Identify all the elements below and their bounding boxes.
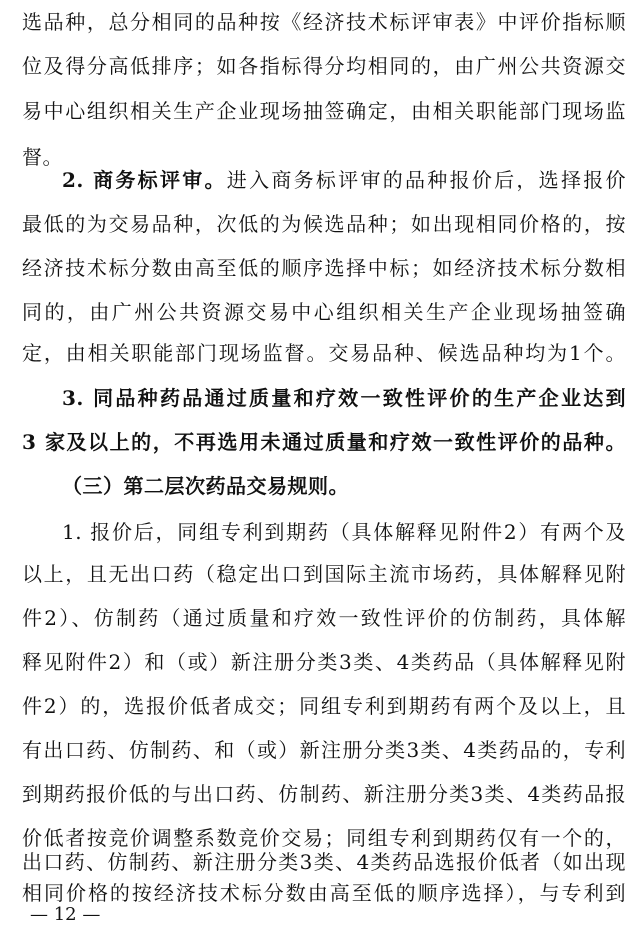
section-text: 进入商务标评审的品种报价后，选择报价 [226, 168, 627, 192]
section-heading: 2. 商务标评审。 [62, 168, 227, 192]
text-line: 易中心组织相关生产企业现场抽签确定，由相关职能部门现场监 [22, 99, 626, 123]
text-line: 件2）的，选报价低者成交；同组专利到期药有两个及以上，且 [22, 694, 626, 718]
text-line: 1. 报价后，同组专利到期药（具体解释见附件2）有两个及 [62, 520, 626, 544]
page-number: — 12 — [30, 904, 101, 925]
bold-line: 3. 同品种药品通过质量和疗效一致性评价的生产企业达到 [62, 386, 626, 410]
text-line: 督。 [22, 145, 63, 169]
text-line-section-2 [62, 158, 626, 202]
bold-line: 3 家及以上的，不再选用未通过质量和疗效一致性评价的品种。 [22, 430, 626, 454]
text-line: 相同价格的按经济技术标分数由高至低的顺序选择），与专利到 [22, 881, 626, 905]
text-line: 位及得分高低排序；如各指标得分均相同的，由广州公共资源交 [22, 54, 626, 78]
text-line: 释见附件2）和（或）新注册分类3类、4类药品（具体解释见附 [22, 650, 626, 674]
text-line: 最低的为交易品种，次低的为候选品种；如出现相同价格的，按 [22, 212, 626, 236]
text-line: 经济技术标分数由高至低的顺序选择中标；如经济技术标分数相 [22, 256, 626, 280]
text-line: 到期药报价低的与出口药、仿制药、新注册分类3类、4类药品报 [22, 782, 626, 806]
text-line: 有出口药、仿制药、和（或）新注册分类3类、4类药品的，专利 [22, 738, 626, 762]
text-line: 价低者按竞价调整系数竞价交易；同组专利到期药仅有一个的， [22, 826, 626, 850]
subsection-heading: （三）第二层次药品交易规则。 [62, 474, 349, 498]
text-line: 定，由相关职能部门现场监督。交易品种、候选品种均为1个。 [22, 341, 626, 365]
text-line: 出口药、仿制药、新注册分类3类、4类药品选报价低者（如出现 [22, 850, 626, 874]
text-line: 以上，且无出口药（稳定出口到国际主流市场药，具体解释见附 [22, 562, 626, 586]
text-line: 同的，由广州公共资源交易中心组织相关生产企业现场抽签确 [22, 300, 626, 324]
text-line: 件2）、仿制药（通过质量和疗效一致性评价的仿制药，具体解 [22, 606, 626, 630]
text-line: 选品种，总分相同的品种按《经济技术标评审表》中评价指标顺 [22, 10, 626, 34]
